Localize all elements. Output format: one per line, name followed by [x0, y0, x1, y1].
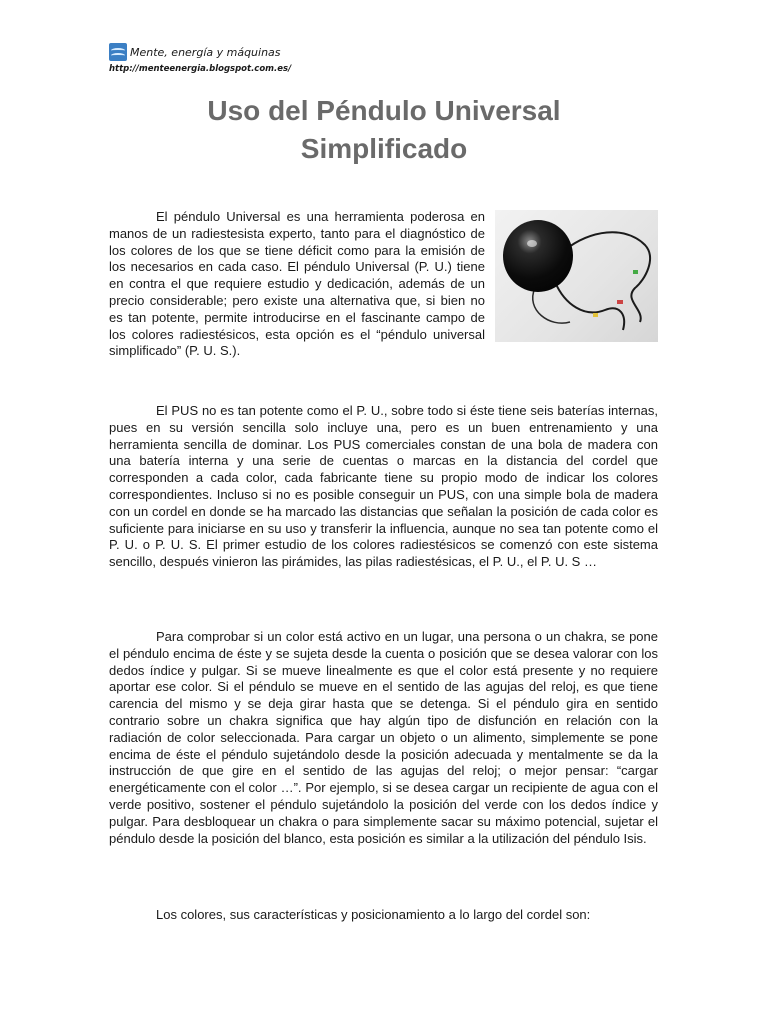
pendulum-photo — [495, 210, 658, 342]
paragraph-intro — [109, 209, 485, 360]
mem-logo-icon — [109, 43, 127, 61]
pendulum-ball — [503, 220, 573, 292]
paragraph-pus — [109, 403, 658, 571]
page-title — [109, 92, 659, 168]
paragraph-pus-text: El PUS no es tan potente como el P. U., sobre todo si éste tiene seis baterías internas, pues en su versión sencilla solo incluye una, pero es un buen entrenamiento y una herramienta sencilla de dominar. Los PUS comerciales constan de una bola de madera con una batería interna y una serie de cuentas o marcas en la distancia del cordel que corresponden a cada color, cada fabricante tiene su propio modo de indicar los colores correspondientes. Incluso si no es posible conseguir un PUS, con una simple bola de madera con un cordel en donde se ha marcado las distancias que señalan la posición de cada color es suficiente para iniciarse en su uso y transferir la influencia, aunque no sea tan potente como el P. U. o P. U. S. El primer estudio de los colores radiestésicos se comenzó con este sistema sencillo, después vinieron las pirámides, las pilas radiestésicas, el P. U., el P. U. S … — [109, 403, 658, 570]
paragraph-colors-intro — [109, 907, 658, 924]
paragraph-usage — [109, 629, 658, 847]
page-header — [109, 43, 291, 74]
site-name: Mente, energía y máquinas — [130, 45, 281, 59]
site-url: http://menteenergia.blogspot.com.es/ — [109, 64, 292, 74]
paragraph-colors-intro-text: Los colores, sus características y posicionamiento a lo largo del cordel son: — [156, 907, 591, 922]
paragraph-usage-text: Para comprobar si un color está activo en un lugar, una persona o un chakra, se pone el péndulo encima de éste y se sujeta desde la cuenta o posición que se desea valorar con los dedos índice y pulgar. Si se mueve linealmente es que el color está presente y no requiere aportar ese color. Si el péndulo se mueve en el sentido de las agujas del reloj, es que tiene carencia del mismo y se deja girar hasta que se detenga. Si el péndulo gira en sentido contrario sobre un chakra significa que hay algún tipo de disfunción en relación con la radiación de color seleccionada. Para cargar un objeto o un alimento, simplemente se pone encima de éste el péndulo sujetándolo desde la posición adecuada y mentalmente se da la instrucción de que gire en el sentido de las agujas del reloj; o mejor pensar: “cargar energéticamente con el color …”. Por ejemplo, si se desea cargar un recipiente de agua con el verde positivo, sostener el péndulo sujetándolo la posición del verde con los dedos índice y pulgar. Para desbloquear un chakra o para simplemente sacar su máximo potencial, sujetar el péndulo desde la posición del blanco, esta posición es similar a la utilización del péndulo Isis. — [109, 629, 658, 846]
title-line-2: Simplificado — [300, 133, 468, 164]
site-brand — [109, 43, 291, 61]
title-line-1: Uso del Péndulo Universal — [207, 95, 561, 126]
paragraph-intro-text: El péndulo Universal es una herramienta poderosa en manos de un radiestesista experto, tanto para el diagnóstico de los colores de los que se tiene déficit como para la emisión de los necesarios en cada caso. El péndulo Universal (P. U.) tiene en contra el que requiere estudio y dedicación, además de un precio considerable; pero existe una alternativa que, si bien no es tan potente, permite introducirse en el fascinante campo de los colores radiestésicos, esta opción es el “péndulo universal simplificado” (P. U. S.). — [109, 209, 485, 359]
